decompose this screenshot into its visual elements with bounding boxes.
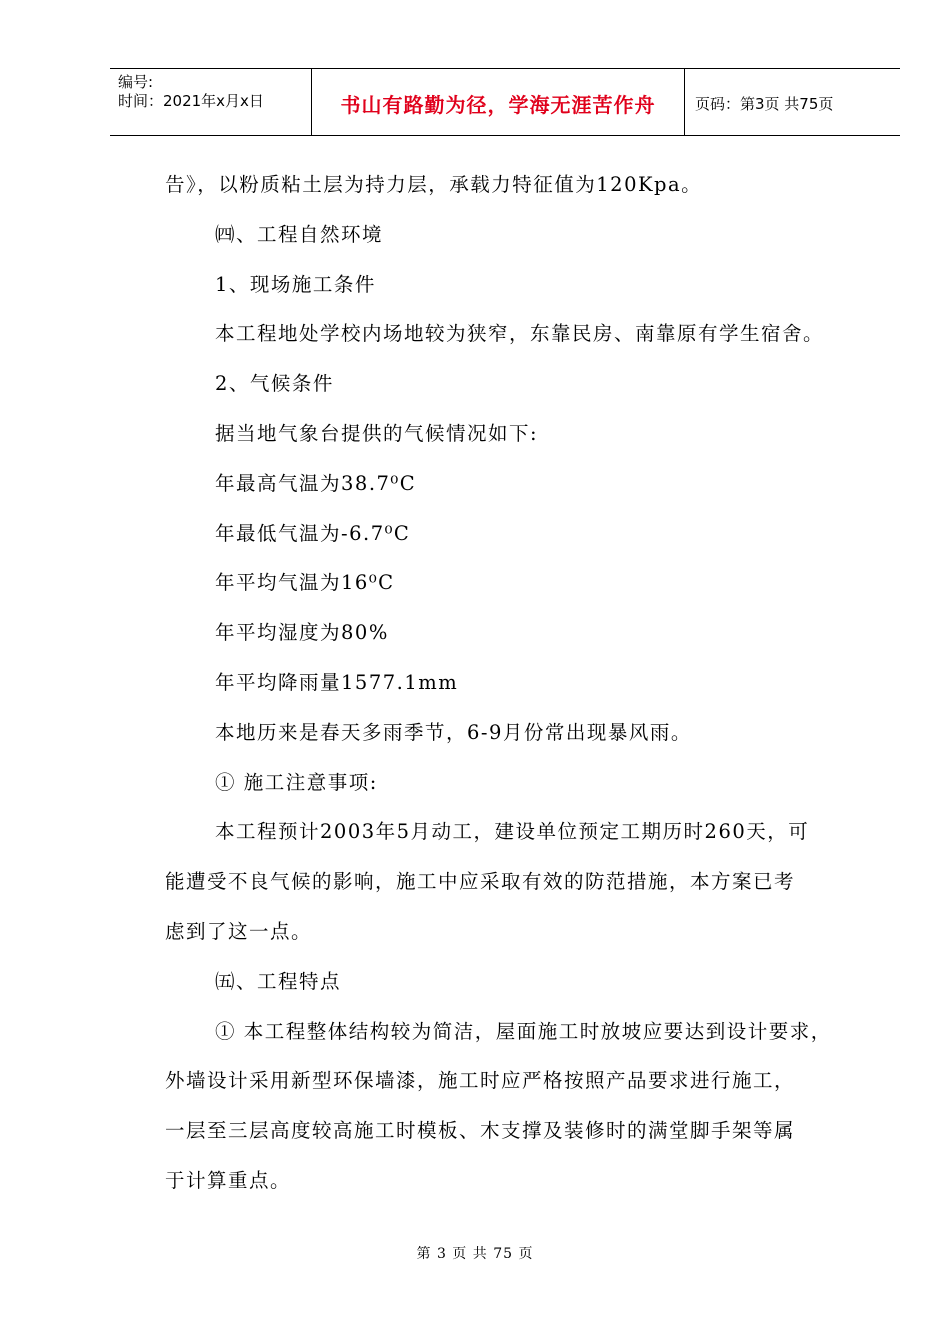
body-line: 年平均气温为16⁰C [215, 571, 395, 595]
page-header [110, 68, 900, 136]
body-line: 1、现场施工条件 [215, 272, 376, 296]
serial-number-label: 编号: [118, 73, 154, 91]
body-line: 告》，以粉质粘土层为持力层，承载力特征值为120Kpa。 [165, 173, 703, 196]
body-line: ㈣、工程自然环境 [215, 222, 384, 246]
body-line: 本地历来是春天多雨季节，6-9月份常出现暴风雨。 [215, 720, 692, 744]
document-body [165, 160, 865, 1206]
body-line: 本工程地处学校内场地较为狭窄，东靠民房、南靠原有学生宿舍。 [215, 322, 825, 346]
body-line: 年最高气温为38.7⁰C [215, 471, 417, 495]
body-line: 2、气候条件 [215, 372, 334, 396]
body-line: 虑到了这一点。 [165, 919, 313, 943]
body-line: 一层至三层高度较高施工时模板、木支撑及装修时的满堂脚手架等属 [165, 1119, 796, 1143]
page-footer: 第 3 页 共 75 页 [416, 1246, 534, 1262]
body-line: 据当地气象台提供的气候情况如下: [215, 421, 539, 445]
header-meta [110, 69, 312, 135]
body-line: 年平均降雨量1577.1mm [215, 670, 459, 694]
body-line: 外墙设计采用新型环保墙漆，施工时应严格按照产品要求进行施工， [165, 1069, 796, 1093]
body-line: ① 本工程整体结构较为简洁，屋面施工时放坡应要达到设计要求， [215, 1019, 832, 1043]
body-line: 本工程预计2003年5月动工，建设单位预定工期历时260天，可 [215, 820, 810, 844]
body-line: 能遭受不良气候的影响，施工中应采取有效的防范措施，本方案已考 [165, 870, 796, 894]
date-label: 时间：2021年x月x日 [118, 92, 264, 110]
body-line: ① 施工注意事项: [215, 770, 378, 794]
header-motto: 书山有路勤为径，学海无涯苦作舟 [312, 69, 685, 135]
body-line: ㈤、工程特点 [215, 969, 342, 993]
body-line: 于计算重点。 [165, 1168, 292, 1192]
body-line: 年最低气温为-6.7⁰C [215, 521, 411, 545]
header-page-info: 页码：第3页 共75页 [695, 95, 834, 113]
body-line: 年平均湿度为80% [215, 621, 389, 645]
